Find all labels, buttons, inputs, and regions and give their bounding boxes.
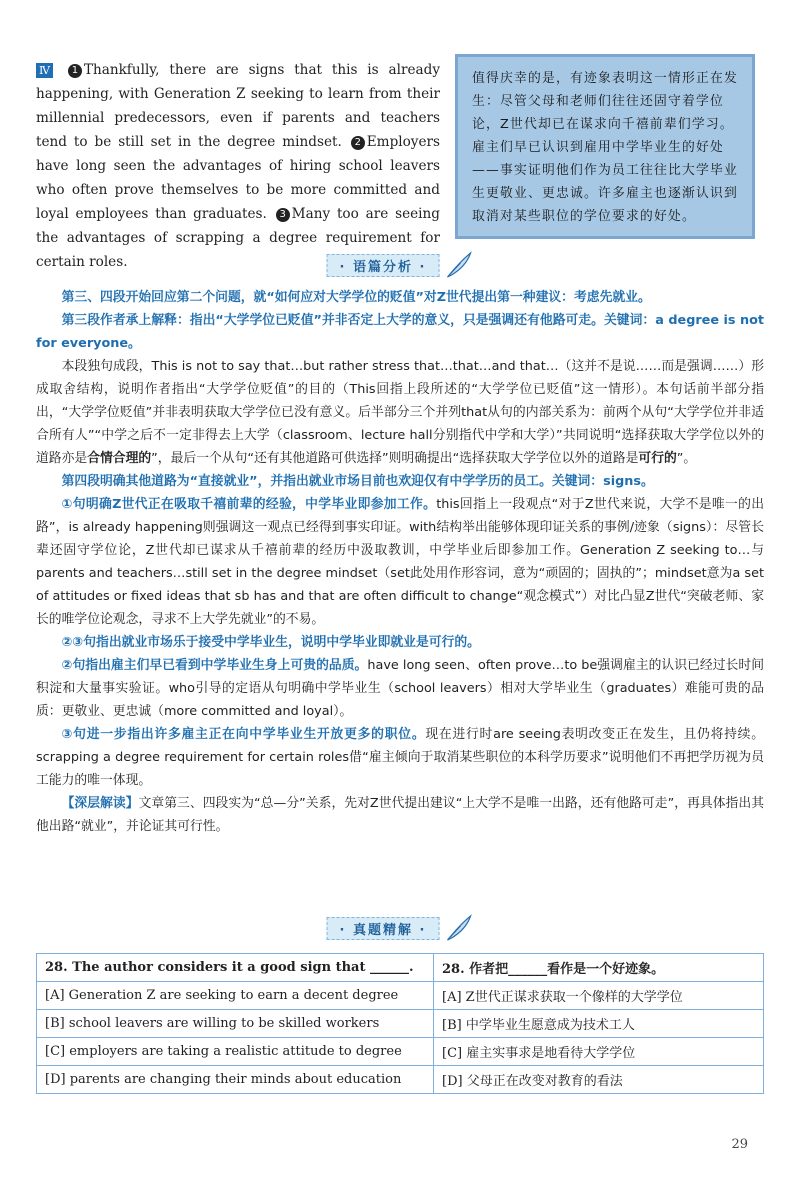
table-row (37, 1038, 764, 1066)
sentence-marker: 1 (68, 64, 82, 78)
table-row (37, 954, 764, 982)
section-banner-questions (327, 917, 474, 939)
question-stem-zh: 28. 作者把______看作是一个好迹象。 (434, 954, 764, 982)
passage (36, 58, 440, 274)
paragraph-number: Ⅳ (36, 63, 53, 78)
paragraph-3-summary: 第三段作者承上解释：指出“大学学位已贬值”并非否定上大学的意义，只是强调还有他路可走。关键词：a degree is not for everyone。 (36, 313, 764, 351)
sentence-2-analysis: ②句指出雇主们早已看到中学毕业生身上可贵的品质。have long seen、often prove…to be强调雇主的认识已经过长时间积淀和大量事实验证。who引导的定语从句明确中学毕业生（school leavers）相对大学毕业生（graduates）难能可贵的品质：更敬业、更忠诚（more committed and loyal）。 (36, 658, 764, 719)
sentence-3: Many too are seeing the advantages of scrapping a degree requirement for certain roles. (36, 206, 440, 270)
sentence-2: Employers have long seen the advantages of hiring school leavers who often prove themselves to be more committed and loyal employees than graduates. (36, 134, 440, 222)
translation-box: 值得庆幸的是，有迹象表明这一情形正在发生：尽管父母和老师们往往还固守着学位论，Z世代却已在谋求向千禧前辈们学习。雇主们早已认识到雇用中学毕业生的好处——事实证明他们作为员工往往比大学毕业生更敬业、更忠诚。许多雇主也逐渐认识到取消对某些职位的学位要求的好处。 (455, 54, 755, 239)
quill-icon (443, 250, 473, 280)
table-row (37, 1066, 764, 1094)
sentence-2-3-summary: ②③句指出就业市场乐于接受中学毕业生，说明中学毕业即就业是可行的。 (61, 635, 480, 650)
section-title: · 语篇分析 · (327, 254, 440, 277)
sentence-1: Thankfully, there are signs that this is already happening, with Generation Z seeking to learn from their millennial predecessors, even if parents and teachers tend to be still set in the degree mindset. (36, 62, 440, 150)
option-en: [C] employers are taking a realistic attitude to degree (37, 1038, 434, 1066)
option-zh: [A] Z世代正谋求获取一个像样的大学学位 (434, 982, 764, 1010)
option-en: [A] Generation Z are seeking to earn a decent degree (37, 982, 434, 1010)
section-title: · 真题精解 · (327, 917, 440, 940)
quill-icon (443, 913, 473, 943)
option-en: [B] school leavers are willing to be skilled workers (37, 1010, 434, 1038)
sentence-3-analysis: ③句进一步指出许多雇主正在向中学毕业生开放更多的职位。现在进行时are seeing表明改变正在发生，且仍将持续。scrapping a degree requirement for certain roles借“雇主倾向于取消某些职位的本科学历要求”说明他们不再把学历视为员工能力的唯一体现。 (36, 727, 765, 788)
sentence-marker: 3 (276, 208, 290, 222)
option-zh: [B] 中学毕业生愿意成为技术工人 (434, 1010, 764, 1038)
page-number: 29 (731, 1137, 748, 1152)
section-banner-analysis (327, 254, 474, 276)
paragraph-4-summary: 第四段明确其他道路为“直接就业”，并指出就业市场目前也欢迎仅有中学学历的员工。关键词：signs。 (61, 474, 654, 489)
question-table (36, 953, 764, 1094)
table-row (37, 1010, 764, 1038)
deep-reading: 【深层解读】文章第三、四段实为“总—分”关系，先对Z世代提出建议“上大学不是唯一出路，还有他路可走”，再具体指出其他出路“就业”，并论证其可行性。 (36, 796, 764, 834)
analysis-section (36, 286, 764, 838)
option-en: [D] parents are changing their minds about education (37, 1066, 434, 1094)
option-zh: [C] 雇主实事求是地看待大学学位 (434, 1038, 764, 1066)
analysis-intro: 第三、四段开始回应第二个问题，就“如何应对大学学位的贬值”对Z世代提出第一种建议：考虑先就业。 (61, 290, 651, 305)
sentence-1-analysis: ①句明确Z世代正在吸取千禧前辈的经验，中学毕业即参加工作。this回指上一段观点“对于Z世代来说，大学不是唯一的出路”，is already happening则强调这一观点已经得到事实印证。with结构举出能够体现印证关系的事例/迹象（signs）：尽管长辈还固守学位论，Z世代却已谋求从千禧前辈的经历中汲取教训，中学毕业后即参加工作。Generation Z seeking to…与parents and teachers…still set in the degree mindset（set此处用作形容词，意为“顽固的；固执的”；mindset意为a set of attitudes or fixed ideas that sb has and that are often difficult to change“观念模式”）对比凸显Z世代“突破老师、家长的唯学位论观念，寻求不上大学先就业”的不易。 (36, 497, 764, 627)
option-zh: [D] 父母正在改变对教育的看法 (434, 1066, 764, 1094)
paragraph-3-analysis: 本段独句成段，This is not to say that…but rather stress that…that…and that…（这并不是说……而是强调……）形成取舍结构，说明作者指出“大学学位贬值”的目的（This回指上段所述的“大学学位已贬值”这一情形）。本句话前半部分指出，“大学学位贬值”并非表明获取大学学位已没有意义。后半部分三个并列that从句的内部关系为：前两个从句“大学学位并非适合所有人”“中学之后不一定非得去上大学（classroom、lecture hall分别指代中学和大学）”共同说明“选择获取大学学位以外的道路亦是合情合理的”，最后一个从句“还有其他道路可供选择”则明确提出“选择获取大学学位以外的道路是可行的”。 (36, 359, 764, 466)
question-stem-en: 28. The author considers it a good sign that ______. (37, 954, 434, 982)
table-row (37, 982, 764, 1010)
sentence-marker: 2 (351, 136, 365, 150)
